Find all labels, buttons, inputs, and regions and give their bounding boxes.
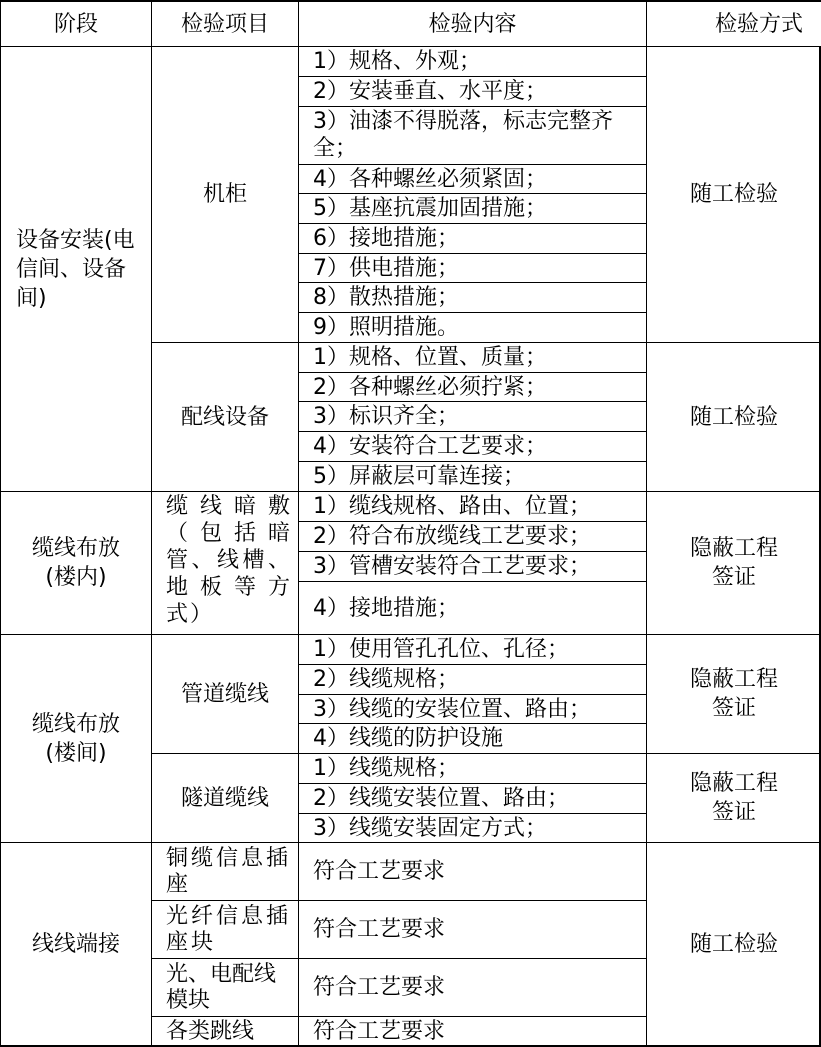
content-row: 4）各种螺丝必须紧固； — [298, 164, 646, 193]
content-row: 5）基座抗震加固措施； — [298, 193, 646, 223]
method-cell — [646, 753, 821, 842]
item-cell: 铜缆信息插座 — [151, 842, 298, 900]
header-method: 检验方式 — [646, 0, 821, 47]
content-row: 2）各种螺丝必须拧紧； — [298, 372, 646, 401]
method-cell — [646, 491, 821, 634]
method-cell: 随工检验 — [646, 46, 821, 343]
content-row: 4）安装符合工艺要求； — [298, 431, 646, 461]
method-cell: 随工检验 — [646, 842, 821, 1046]
content-row: 3）线缆的安装位置、路由； — [298, 694, 646, 723]
content-row: 3）线缆安装固定方式； — [298, 813, 646, 842]
header-item: 检验项目 — [151, 0, 298, 47]
content-row: 1）线缆规格； — [298, 753, 646, 783]
method-label: 隐蔽工程签证 — [689, 771, 778, 825]
item-cell: 配线设备 — [151, 342, 298, 492]
stage-label: 缆线布放(楼间) — [31, 711, 120, 766]
content-row: 3）油漆不得脱落，标志完整齐全； — [298, 106, 646, 164]
item-label: 缆线暗敷（包括暗管、线槽、地板等方式） — [166, 494, 292, 627]
content-row: 6）接地措施； — [298, 223, 646, 253]
content-row: 符合工艺要求 — [298, 900, 646, 958]
content-row: 1）规格、外观； — [298, 46, 646, 76]
content-row: 2）线缆安装位置、路由； — [298, 783, 646, 813]
item-cell: 机柜 — [151, 46, 298, 343]
item-cell: 光纤信息插座块 — [151, 900, 298, 958]
content-row: 3）标识齐全； — [298, 401, 646, 431]
content-row: 1）使用管孔孔位、孔径； — [298, 634, 646, 664]
content-row: 1）缆线规格、路由、位置； — [298, 491, 646, 521]
stage-cell — [0, 491, 151, 634]
item-cell: 隧道缆线 — [151, 753, 298, 842]
method-label: 隐蔽工程签证 — [689, 667, 778, 721]
stage-cell: 线线端接 — [0, 842, 151, 1046]
item-cell: 管道缆线 — [151, 634, 298, 753]
method-cell — [646, 634, 821, 753]
content-row: 2）符合布放缆线工艺要求； — [298, 521, 646, 551]
content-row: 2）线缆规格； — [298, 664, 646, 694]
content-row: 符合工艺要求 — [298, 842, 646, 900]
content-row: 2）安装垂直、水平度； — [298, 76, 646, 106]
method-cell: 随工检验 — [646, 342, 821, 492]
content-row: 7）供电措施； — [298, 253, 646, 282]
stage-label: 缆线布放(楼内) — [31, 536, 120, 590]
header-stage: 阶段 — [0, 0, 151, 47]
content-row: 4）接地措施； — [298, 581, 646, 634]
content-row: 符合工艺要求 — [298, 958, 646, 1016]
content-row: 1）规格、位置、质量； — [298, 342, 646, 372]
content-row: 5）屏蔽层可靠连接； — [298, 461, 646, 491]
stage-cell — [0, 46, 151, 492]
stage-label: 设备安装(电信间、设备间) — [16, 228, 135, 311]
item-cell: 各类跳线 — [151, 1016, 298, 1046]
content-row: 8）散热措施； — [298, 282, 646, 312]
header-content: 检验内容 — [298, 0, 646, 47]
item-cell: 光、电配线模块 — [151, 958, 298, 1016]
content-row: 9）照明措施。 — [298, 312, 646, 342]
content-row: 符合工艺要求 — [298, 1016, 646, 1046]
item-cell — [151, 491, 298, 634]
content-row: 4）线缆的防护设施 — [298, 723, 646, 753]
table-border-right — [819, 46, 821, 1046]
stage-cell — [0, 634, 151, 842]
content-row: 3）管槽安装符合工艺要求； — [298, 551, 646, 581]
table-border-bottom — [0, 1045, 821, 1047]
method-label: 隐蔽工程签证 — [689, 536, 778, 590]
